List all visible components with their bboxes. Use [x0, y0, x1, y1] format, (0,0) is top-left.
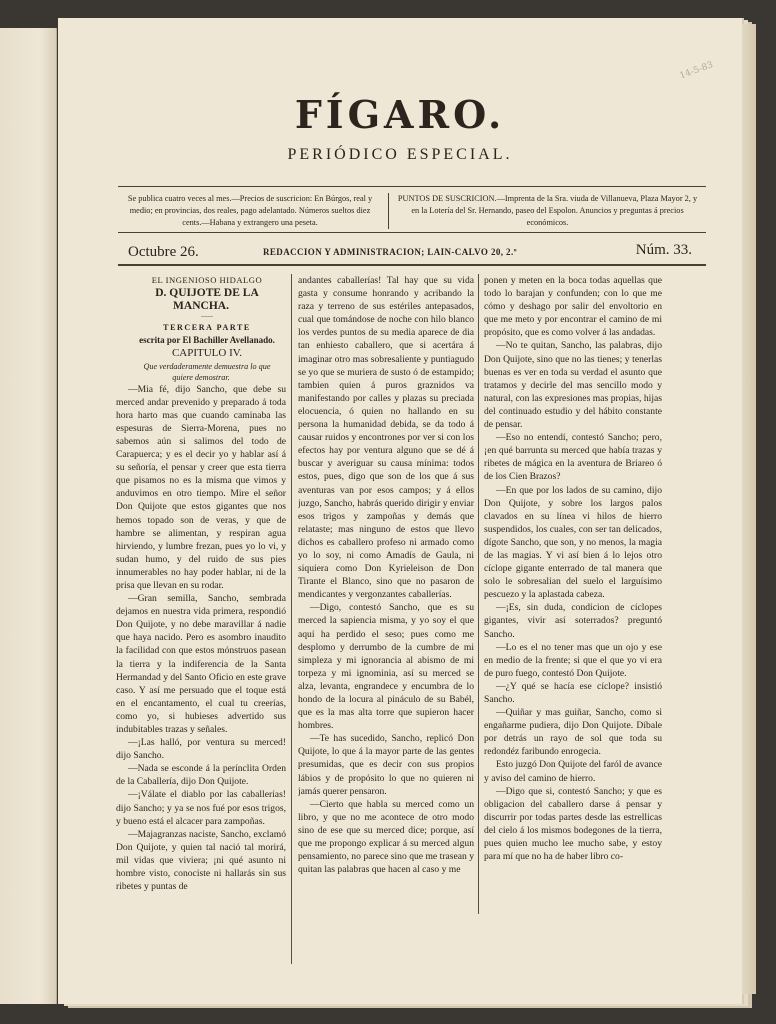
paragraph: —Lo es el no tener mas que un ojo y ese en medio de la frente; si que el que yo vi era de puro fuego, contestó Don Quijote. — [484, 641, 662, 679]
paragraph: —Gran semilla, Sancho, sembrada dejamos en nuestra vida primera, respondió Don Quijote, y no debe maravillar á nadie que haya nacido. Pero es asombro inaudito la facilidad con que estos mónstruos pasean la tierra y la indiferencia de la Santa Hermandad y del Santo Oficio en este grave caso. Y así me persuado que el toque está en el encantamento, el cual tu creerías, como yo, si hubieses advertido sus indubitables trazas y señales. — [116, 593, 286, 735]
dateline — [118, 240, 706, 264]
paragraph: —Quiñar y mas guiñar, Sancho, como si engañarme pudiera, dijo Don Quijote. Díbale por detrás un rayo de sol que toda su redondéz faribundo enrogecia. — [484, 707, 662, 758]
paragraph: Esto juzgó Don Quijote del faról de avance y aviso del camino de hierro. — [484, 759, 662, 784]
article-column-3 — [484, 274, 662, 918]
paragraph: —Digo que si, contestó Sancho; y que es obligacion del caballero darse á pensar y discurrir por todas partes desde las estrellicas del cielo á los mismos bodegones de la tierra, pues quien mucho lee mucho sabe, y estoy para mí que no ha de haber libro co- — [484, 785, 662, 863]
masthead-title: FÍGARO. — [294, 92, 506, 137]
newspaper-page — [58, 18, 742, 1004]
header-rule-mid — [118, 232, 706, 233]
paragraph: —No te quitan, Sancho, las palabras, dijo Don Quijote, sino que no las tienes; y tenerlas buenas es ver en toda su verdad el asunto que tratamos y decirle del mas sencillo modo y natural, con las expresiones mas propias, hijas del continuado estudio y del hábito constante de pensar. — [484, 340, 662, 431]
masthead-subtitle: PERIÓDICO ESPECIAL. — [287, 146, 513, 163]
paragraph: —¿Y qué se hacía ese cíclope? insistió Sancho. — [484, 680, 662, 705]
chapter-title: CAPITULO IV. — [171, 347, 243, 360]
header-rule-bottom — [118, 264, 706, 266]
redaccion-address: REDACCION Y ADMINISTRACION; LAIN-CALVO 20, 2.º — [263, 247, 517, 257]
paragraph: —¡Válate el diablo por las caballerías! dijo Sancho; y ya se nos fué por esos trigos, y bueno está el alcacer para zampoñas. — [116, 789, 286, 827]
article-column-2 — [298, 274, 474, 914]
subscription-points: PUNTOS DE SUSCRICION.—Imprenta de la Sra. viuda de Villanueva, Plaza Mayor 2, y en la Lotería del Sr. Hernando, paseo del Espolon. Anuncios y preguntas á precios económicos. — [388, 193, 698, 229]
subscription-prices: Se publica cuatro veces al mes.—Precios de suscricion: En Búrgos, real y medio; en provincias, dos reales, pago adelantado. Números sueltos diez cents.—Habana y extrangero una peseta. — [127, 194, 373, 227]
column-separator-1 — [291, 274, 292, 964]
article-kicker: EL INGENIOSO HIDALGO — [151, 275, 263, 285]
paragraph: —Digo, contestó Sancho, que es su merced la sapiencia misma, y yo soy el que aquí ha perdido el seso; pues como me desplomo y derrumbo de la cumbre de mi simpleza y mi ignorancia al abismo de mi torpeza y mi ignominia, así su merced se alza, levanta, engrandece y encumbra de lo hondo de la locura al pináculo de su Babél, que es la mas alta torre que supieron hacer hombres. — [298, 602, 474, 732]
article-part: TERCERA PARTE — [163, 323, 251, 333]
paragraph: —Majagranzas naciste, Sancho, exclamó Don Quijote, y quien tal nació tal morirá, mil vidas que viviera; ¡ni qué asunto ni hombre visto, conociste ni hallarás sin sus ribetes y puntas de — [116, 828, 286, 893]
chapter-summary: Que verdaderamente demuestra lo que quiere demostrar. — [143, 361, 271, 382]
adjacent-page-edge — [0, 28, 57, 1004]
paragraph: —Te has sucedido, Sancho, replicó Don Quijote, lo que á la mayor parte de las gentes presumidas, que es decir con sus propios lábios y de propósito lo que no quieren ni jamás querer pensaron. — [298, 733, 474, 797]
article-headline: D. QUIJOTE DE LA MANCHA. — [155, 287, 259, 313]
page-edge-stack — [742, 24, 756, 994]
column-separator-2 — [478, 274, 479, 914]
paragraph: ponen y meten en la boca todas aquellas que todo lo barajan y confunden; con lo que me cómo y deshago por salir del envoltorio en que me meto y por encontrar el camino de mi propósito, que es como volver á las andadas. — [484, 275, 662, 339]
article-author: escrita por El Bachiller Avellanado. — [139, 335, 275, 346]
paragraph: —¡Es, sin duda, condicion de cíclopes gigantes, vivir así soterrados? preguntó Sancho. — [484, 602, 662, 640]
paragraph: —¡Las halló, por ventura su merced! dijo Sancho. — [116, 737, 286, 762]
paragraph: andantes caballerías! Tal hay que su vida gasta y consume honrando y acribando la raza y terreno de sus estériles antepasados, cual que tomándose de noche con hilo blanco los verdes puntos de su media aparece de dia tan enhiesto caballero, que si acertára á imaginar otro mas sobresaliente y puntiagudo se yo que se muriera de susto ó de estampido; tambien quien á puros graznidos va manifestando por calles y plazas su preciada elocuencia, ó quien no hallando en su persona la humanidad debida, se da todo á causar ruidos y encontrones por ver si con los efectos hay por ventura alguno que se dé á buscar y averiguar su causa mínima: todos estos, pues, digo que son de los que á sus aventuras van por esos campos; y á ellos juzgo, Sancho, habrás querido dirigir y enviar esos trigos y zampoñas y demás que relataste; mas ninguno de estos que llevo dichos es caballero profeso ni armado como yo lo soy, ni como Amadís de Gaula, ni siquiera como Don Kyrieleison de Don Tirante el Blanco, sino que no pasaron de mendicantes y vergonzantes caballerías. — [298, 275, 474, 601]
issue-number: Núm. 33. — [635, 242, 692, 258]
margin-note: 14-5-83 — [678, 60, 715, 82]
headline-divider: —— — [201, 314, 213, 321]
paragraph: —Eso no entendí, contestó Sancho; pero, ¡en qué barrunta su merced que había trazas y ribetes de mágica en la aventura de Briareo ó de los Cien Brazos? — [484, 432, 662, 483]
issue-date: Octubre 26. — [128, 244, 199, 260]
article-column-1 — [116, 274, 286, 964]
paragraph: —Cierto que habla su merced como un libro, y que no me acontece de otro modo sino de ese que su merced dice; porque, así que me propongo explicar á su merced algun pensamiento, no parece sino que me trasean y quitan las palabras que hacen al caso y me — [298, 798, 474, 876]
paragraph: —Nada se esconde á la perínclita Orden de la Caballería, dijo Don Quijote. — [116, 763, 286, 788]
header-rule-top — [118, 186, 706, 187]
paragraph: —Mia fé, dijo Sancho, que debe su merced andar prevenido y preparado á toda hora harto mas que cuando caminaba las espesuras de Sierra-Morena, pues no sabemos aún si salimos del todo de Carapuerca; y es el decir yo y hablar así á su señoría, el pensar y creer que esta tierra que pisamos no es la misma que vimos y anduvimos en otro tiempo. Mire el señor Don Quijote que estos gigantes que nos hemos topado son de veras, y que de hambre se alimentan, y respiran agua hirviendo, y lumbre frezan, pues yo lo vi, y sudan humo, y del ruido de sus pies innumerables no hay poder hablar, ni de la prisa que llevan en su rodar. — [116, 383, 286, 591]
paragraph: —En que por los lados de su camino, dijo Don Quijote, y sobre los largos palos clavados en su línea vi hilos de hierro suspendidos, los cuales, con ser tan delicados, dígote Sancho, que son, y no menos, la magia de las magias. Y vi así bien á lo lejos otro cíclope gigante enterrado de tal manera que solo le sobresalian del suelo el larguísimo pescuezo y la aplastada cabeza. — [484, 484, 662, 601]
